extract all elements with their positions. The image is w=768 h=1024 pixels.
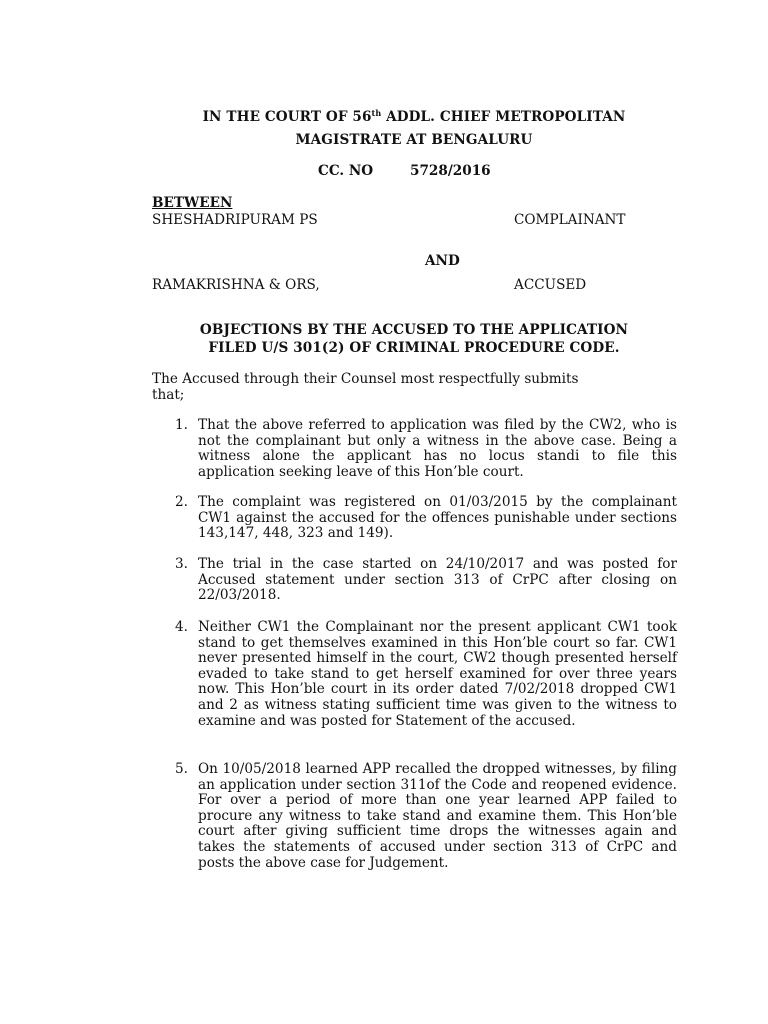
point-1-number: 1.: [175, 417, 188, 433]
point-2-text: The complaint was registered on 01/03/2015 by the complainant CW1 against the accused for the offences punishable under sections 143,147, 448, 323 and 149).: [198, 494, 677, 542]
point-4-number: 4.: [175, 619, 188, 635]
case-number-value: 5728/2016: [410, 163, 491, 179]
and-label: AND: [425, 253, 460, 269]
between-label: BETWEEN: [152, 195, 233, 211]
point-3-number: 3.: [175, 556, 188, 572]
point-1-text: That the above referred to application was filed by the CW2, who is not the complainant but only a witness in the above case. Being a witness alone the applicant has no locus standi to file this application seeking leave of this Hon’ble court.: [198, 417, 677, 480]
case-number-label: CC. NO: [318, 163, 374, 179]
document-title-line2: FILED U/S 301(2) OF CRIMINAL PROCEDURE CODE.: [208, 340, 620, 356]
complainant-role: COMPLAINANT: [514, 212, 626, 228]
accused-role: ACCUSED: [514, 277, 587, 293]
court-heading-pre: IN THE COURT OF 56: [202, 109, 372, 125]
court-heading-post: ADDL. CHIEF METROPOLITAN: [381, 109, 626, 125]
point-2-number: 2.: [175, 494, 188, 510]
point-5-number: 5.: [175, 761, 188, 777]
point-3-text: The trial in the case started on 24/10/2017 and was posted for Accused statement under section 313 of CrPC after closing on 22/03/2018.: [198, 556, 677, 604]
complainant-name: SHESHADRIPURAM PS: [152, 212, 318, 228]
accused-name: RAMAKRISHNA & ORS,: [152, 277, 320, 293]
court-heading-line1: [134, 110, 694, 126]
court-heading-superscript: th: [371, 108, 382, 118]
intro-line2: that;: [152, 387, 185, 403]
point-4-text: Neither CW1 the Complainant nor the present applicant CW1 took stand to get themselves examined in this Hon’ble court so far. CW1 never presented himself in the court, CW2 though presented herself evaded to take stand to get herself examined for over three years now. This Hon’ble court in its order dated 7/02/2018 dropped CW1 and 2 as witness stating sufficient time was given to the witness to examine and was posted for Statement of the accused.: [198, 619, 677, 729]
point-5-text: On 10/05/2018 learned APP recalled the dropped witnesses, by filing an application under section 311of the Code and reopened evidence. For over a period of more than one year learned APP failed to procure any witness to take stand and examine them. This Hon’ble court after giving sufficient time drops the witnesses again and takes the statements of accused under section 313 of CrPC and posts the above case for Judgement.: [198, 761, 677, 871]
court-heading-line2: MAGISTRATE AT BENGALURU: [295, 132, 533, 148]
intro-line1: The Accused through their Counsel most respectfully submits: [152, 371, 579, 387]
document-title-line1: OBJECTIONS BY THE ACCUSED TO THE APPLICATION: [199, 322, 629, 338]
